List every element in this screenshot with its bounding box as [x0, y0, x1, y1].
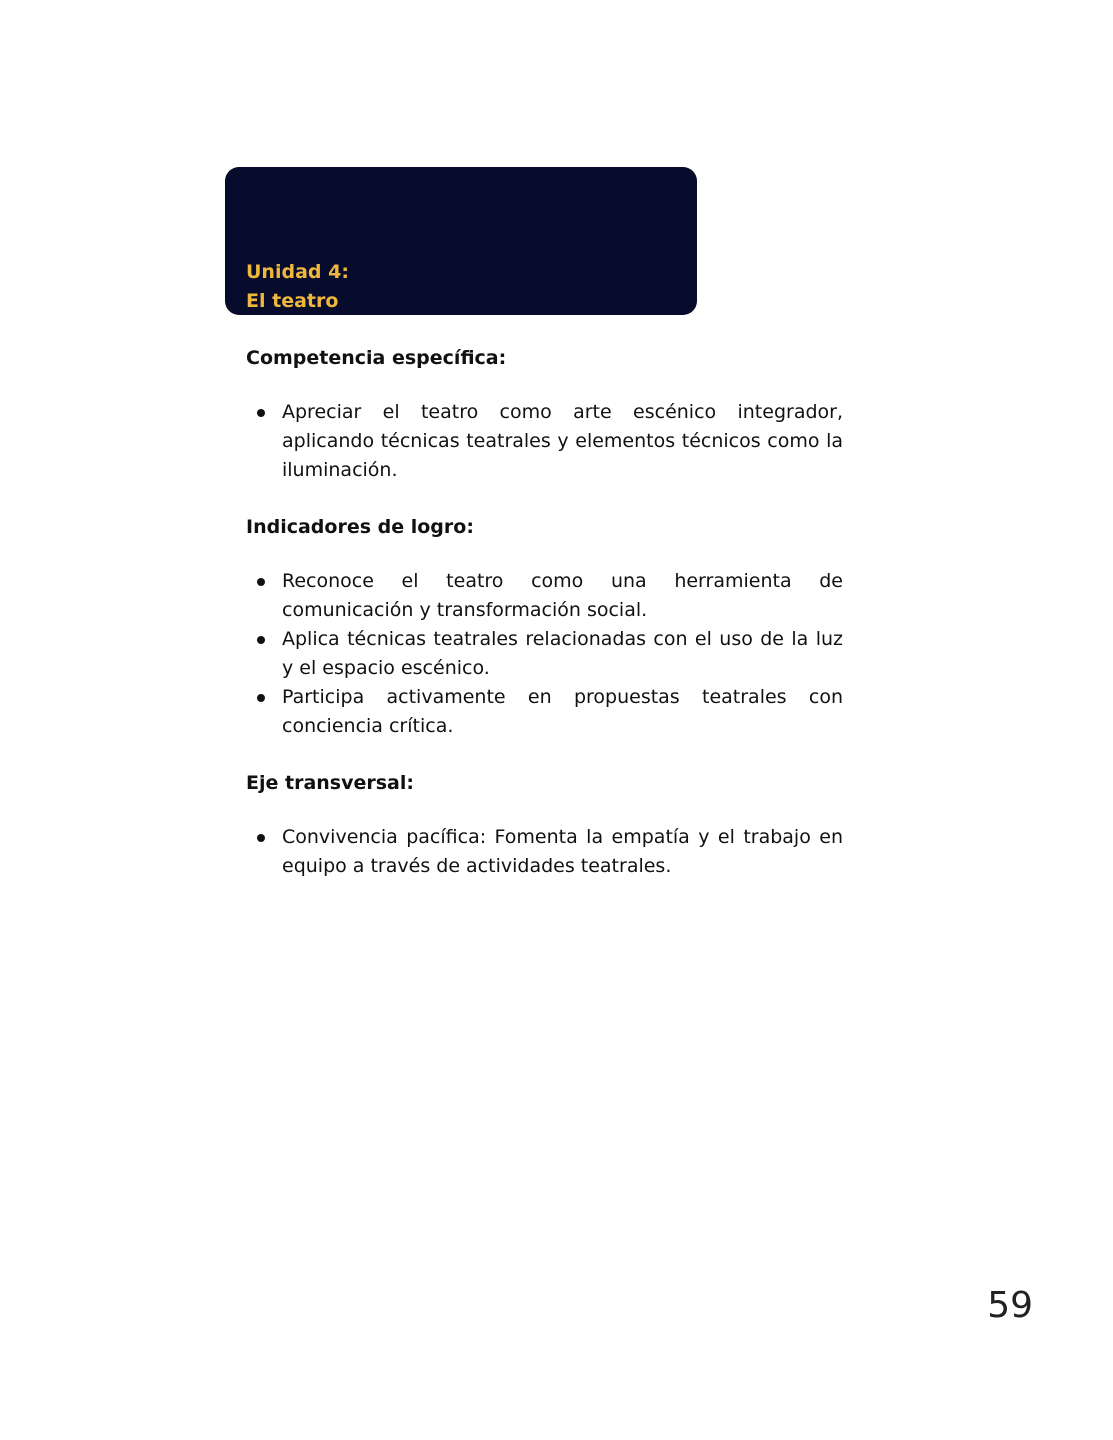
bullet-list-competencia: [246, 398, 843, 485]
section-eje-transversal: [246, 765, 843, 881]
unit-name: El teatro: [246, 290, 339, 312]
list-item-text: Participa activamente en propuestas teatrales con conciencia crítica.: [282, 686, 843, 737]
list-item: [246, 398, 843, 485]
page-number: 59: [987, 1285, 1033, 1326]
unit-content: [246, 340, 843, 905]
list-item: [246, 683, 843, 741]
bullet-list-eje: [246, 823, 843, 881]
unit-title: [246, 258, 349, 316]
list-item-text: Convivencia pacífica: Fomenta la empatía y el trabajo en equipo a través de actividades teatrales.: [282, 826, 843, 877]
bullet-list-indicadores: [246, 567, 843, 741]
bullet-icon: [257, 636, 265, 644]
bullet-icon: [257, 694, 265, 702]
section-competencia: [246, 340, 843, 485]
bullet-icon: [257, 409, 265, 417]
bullet-icon: [257, 834, 265, 842]
list-item: [246, 625, 843, 683]
list-item-text: Reconoce el teatro como una herramienta de comunicación y transformación social.: [282, 570, 843, 621]
section-heading-eje: Eje transversal:: [246, 772, 414, 794]
unit-banner: [225, 167, 697, 315]
list-item-text: Aplica técnicas teatrales relacionadas con el uso de la luz y el espacio escénico.: [282, 628, 843, 679]
bullet-icon: [257, 578, 265, 586]
section-indicadores: [246, 509, 843, 741]
list-item: [246, 567, 843, 625]
section-heading-competencia: Competencia específica:: [246, 347, 507, 369]
section-heading-indicadores: Indicadores de logro:: [246, 516, 474, 538]
list-item-text: Apreciar el teatro como arte escénico integrador, aplicando técnicas teatrales y elementos técnicos como la iluminación.: [282, 401, 843, 481]
unit-number: Unidad 4:: [246, 261, 349, 283]
list-item: [246, 823, 843, 881]
